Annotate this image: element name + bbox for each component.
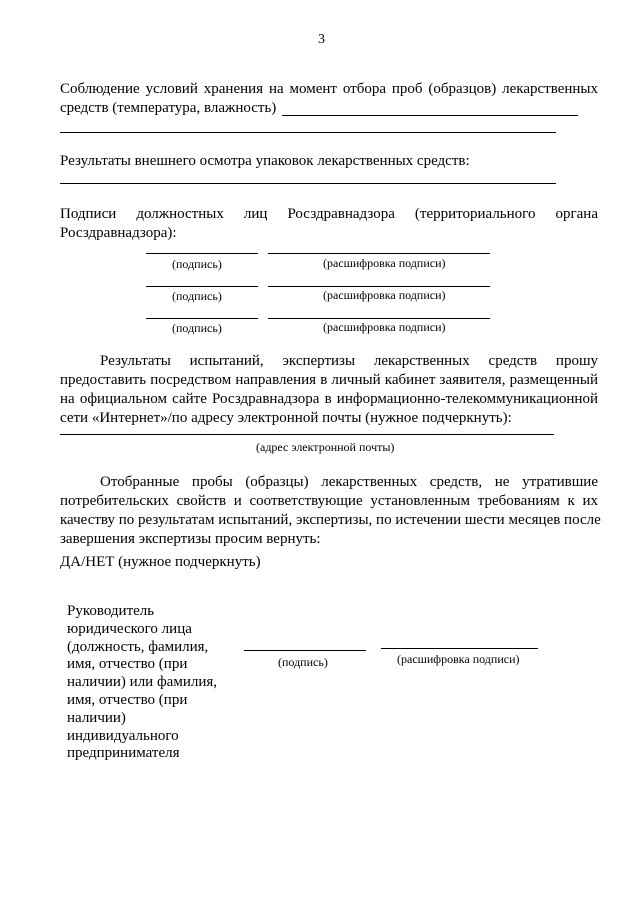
storage-conditions-field-extra[interactable] [60, 132, 556, 133]
head-line: имя, отчество (при [67, 691, 188, 708]
results-line4: сети «Интернет»/по адресу электронной почты (нужное подчеркнуть): [60, 410, 512, 426]
signature-line-1[interactable] [146, 253, 258, 254]
head-line: предпринимателя [67, 745, 180, 762]
head-line: (должность, фамилия, [67, 638, 209, 655]
storage-conditions-line2: средств (температура, влажность) [60, 100, 277, 116]
inspection-label: Результаты внешнего осмотра упаковок лекарственных средств: [60, 153, 470, 169]
storage-conditions-line1: Соблюдение условий хранения на момент отбора проб (образцов) лекарственных [60, 81, 598, 97]
signature-caption-2: (подпись) [172, 289, 222, 303]
head-line: имя, отчество (при [67, 656, 188, 673]
signature-caption-1: (подпись) [172, 257, 222, 271]
signature-decode-caption-3: (расшифровка подписи) [323, 320, 446, 334]
email-caption: (адрес электронной почты) [256, 440, 395, 454]
storage-conditions-field[interactable] [282, 115, 578, 116]
head-signature-caption: (подпись) [278, 655, 328, 669]
head-line: наличии) или фамилия, [67, 674, 218, 691]
results-line1: Результаты испытаний, экспертизы лекарственных средств прошу [100, 353, 598, 369]
signature-line-2[interactable] [146, 286, 258, 287]
results-line2: предоставить посредством направления в личный кабинет заявителя, размещенный [60, 372, 598, 388]
head-block [67, 603, 217, 763]
signature-line-3[interactable] [146, 318, 258, 319]
samples-line2: потребительских свойств и соответствующие установленным требованиям к их [60, 493, 598, 509]
page-number: 3 [318, 32, 325, 47]
signature-decode-caption-1: (расшифровка подписи) [323, 256, 446, 270]
head-line: наличии) [67, 709, 126, 726]
samples-line4: завершения экспертизы просим вернуть: [60, 531, 321, 547]
samples-line1: Отобранные пробы (образцы) лекарственных средств, не утратившие [100, 474, 598, 490]
signatures-line1: Подписи должностных лиц Росздравнадзора (территориального органа [60, 206, 598, 222]
signature-decode-line-1[interactable] [268, 253, 490, 254]
head-line: юридического лица [67, 620, 192, 637]
signature-decode-caption-2: (расшифровка подписи) [323, 288, 446, 302]
signature-decode-line-2[interactable] [268, 286, 490, 287]
inspection-field[interactable] [60, 183, 556, 184]
signatures-line2: Росздравнадзора): [60, 225, 177, 241]
head-signature-line[interactable] [244, 650, 366, 651]
head-signature-decode-line[interactable] [381, 648, 538, 649]
return-choice[interactable]: ДА/НЕТ (нужное подчеркнуть) [60, 554, 261, 570]
email-field[interactable] [60, 434, 554, 435]
head-line: индивидуального [67, 727, 179, 744]
samples-line3: качеству по результатам испытаний, экспертизы, по истечении шести месяцев после [60, 512, 601, 528]
head-line: Руководитель [67, 603, 155, 619]
head-signature-decode-caption: (расшифровка подписи) [397, 652, 520, 666]
results-line3: на официальном сайте Росздравнадзора в информационно-телекоммуникационной [60, 391, 598, 407]
signature-caption-3: (подпись) [172, 321, 222, 335]
signature-decode-line-3[interactable] [268, 318, 490, 319]
